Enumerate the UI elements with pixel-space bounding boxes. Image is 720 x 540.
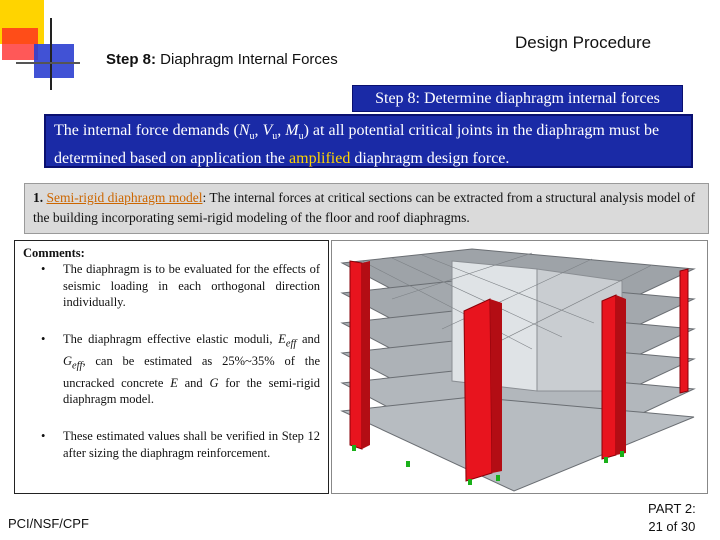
footer-part: PART 2: <box>648 501 696 516</box>
bullet-icon: • <box>41 332 46 347</box>
intro-highlight: amplified <box>289 150 351 168</box>
symbol-g: G <box>209 375 219 390</box>
comment-item <box>23 261 320 310</box>
shear-wall <box>602 295 626 459</box>
comment-text-part: and <box>296 332 320 347</box>
symbol-g: G <box>63 353 73 368</box>
comments-heading: Comments: <box>23 246 85 260</box>
model-link[interactable]: Semi-rigid diaphragm model <box>46 190 203 205</box>
shear-wall <box>350 261 370 449</box>
bullet-icon: • <box>41 262 46 277</box>
footer-org: PCI/NSF/CPF <box>8 516 89 531</box>
step-banner <box>352 85 683 112</box>
intro-symbol-v: V <box>262 122 273 139</box>
bullet-icon: • <box>41 429 46 444</box>
model-number: 1. <box>33 190 44 205</box>
comment-item <box>23 428 320 461</box>
corner-logo <box>0 0 80 90</box>
slide-title <box>106 51 338 68</box>
comment-text-part: , can be estimated as 25%~35% of the uncracked concrete <box>63 353 320 390</box>
support-marker <box>496 475 500 481</box>
shear-wall <box>680 269 688 393</box>
intro-separator-2: , <box>277 122 286 139</box>
logo-blue-square <box>34 44 74 78</box>
step-banner-label: Step 8: Determine diaphragm internal forces <box>375 90 660 107</box>
subscript-eff: eff <box>72 360 83 372</box>
intro-symbol-m: M <box>285 122 299 139</box>
step-prefix: Step 8: <box>106 51 157 68</box>
support-marker <box>352 445 356 451</box>
comment-text: The diaphragm is to be evaluated for the effects of seismic loading in each orthogonal direction individually. <box>63 262 320 309</box>
support-marker <box>468 479 472 485</box>
intro-sub-v: u <box>272 131 278 143</box>
comments-panel <box>14 240 329 494</box>
logo-red-square <box>2 28 38 60</box>
comment-text-part: The diaphragm effective elastic moduli, <box>63 332 279 347</box>
logo-horizontal-line <box>16 62 80 64</box>
intro-symbol-n: N <box>238 122 250 139</box>
support-marker <box>406 461 410 467</box>
building-model-figure <box>331 240 708 494</box>
model-box <box>24 183 709 234</box>
intro-text-3: diaphragm design force. <box>350 150 510 168</box>
intro-sub-m: u <box>298 131 304 143</box>
shear-wall <box>464 299 502 481</box>
comment-text-part: and <box>177 375 210 390</box>
section-title: Design Procedure <box>515 33 652 52</box>
intro-sub-n: u <box>249 131 255 143</box>
symbol-e: E <box>278 332 286 347</box>
step-title-text: Diaphragm Internal Forces <box>156 51 338 68</box>
symbol-e: E <box>170 375 178 390</box>
intro-box <box>44 114 693 168</box>
logo-vertical-line <box>50 18 52 90</box>
comment-text: These estimated values shall be verified in Step 12 after sizing the diaphragm reinforcement. <box>63 429 320 460</box>
comments-list <box>23 261 320 461</box>
support-marker <box>620 451 624 457</box>
comment-item <box>23 331 320 407</box>
intro-text-1: The internal force demands ( <box>54 122 239 139</box>
comment-text-part: for the semi-rigid diaphragm model. <box>63 375 320 407</box>
footer-page-number: 21 of 30 <box>648 519 696 534</box>
building-model-image <box>332 241 708 494</box>
subscript-eff: eff <box>285 338 297 350</box>
intro-separator-1: , <box>254 122 263 139</box>
intro-text-2: ) at all potential critical joints in the diaphragm must be determined based on application the <box>54 122 660 168</box>
model-text: : The internal forces at critical sections can be extracted from a structural analysis model of the building incorporating semi-rigid modeling of the floor and roof diaphragms. <box>33 190 696 225</box>
footer-page-info <box>648 500 696 536</box>
support-marker <box>604 457 608 463</box>
